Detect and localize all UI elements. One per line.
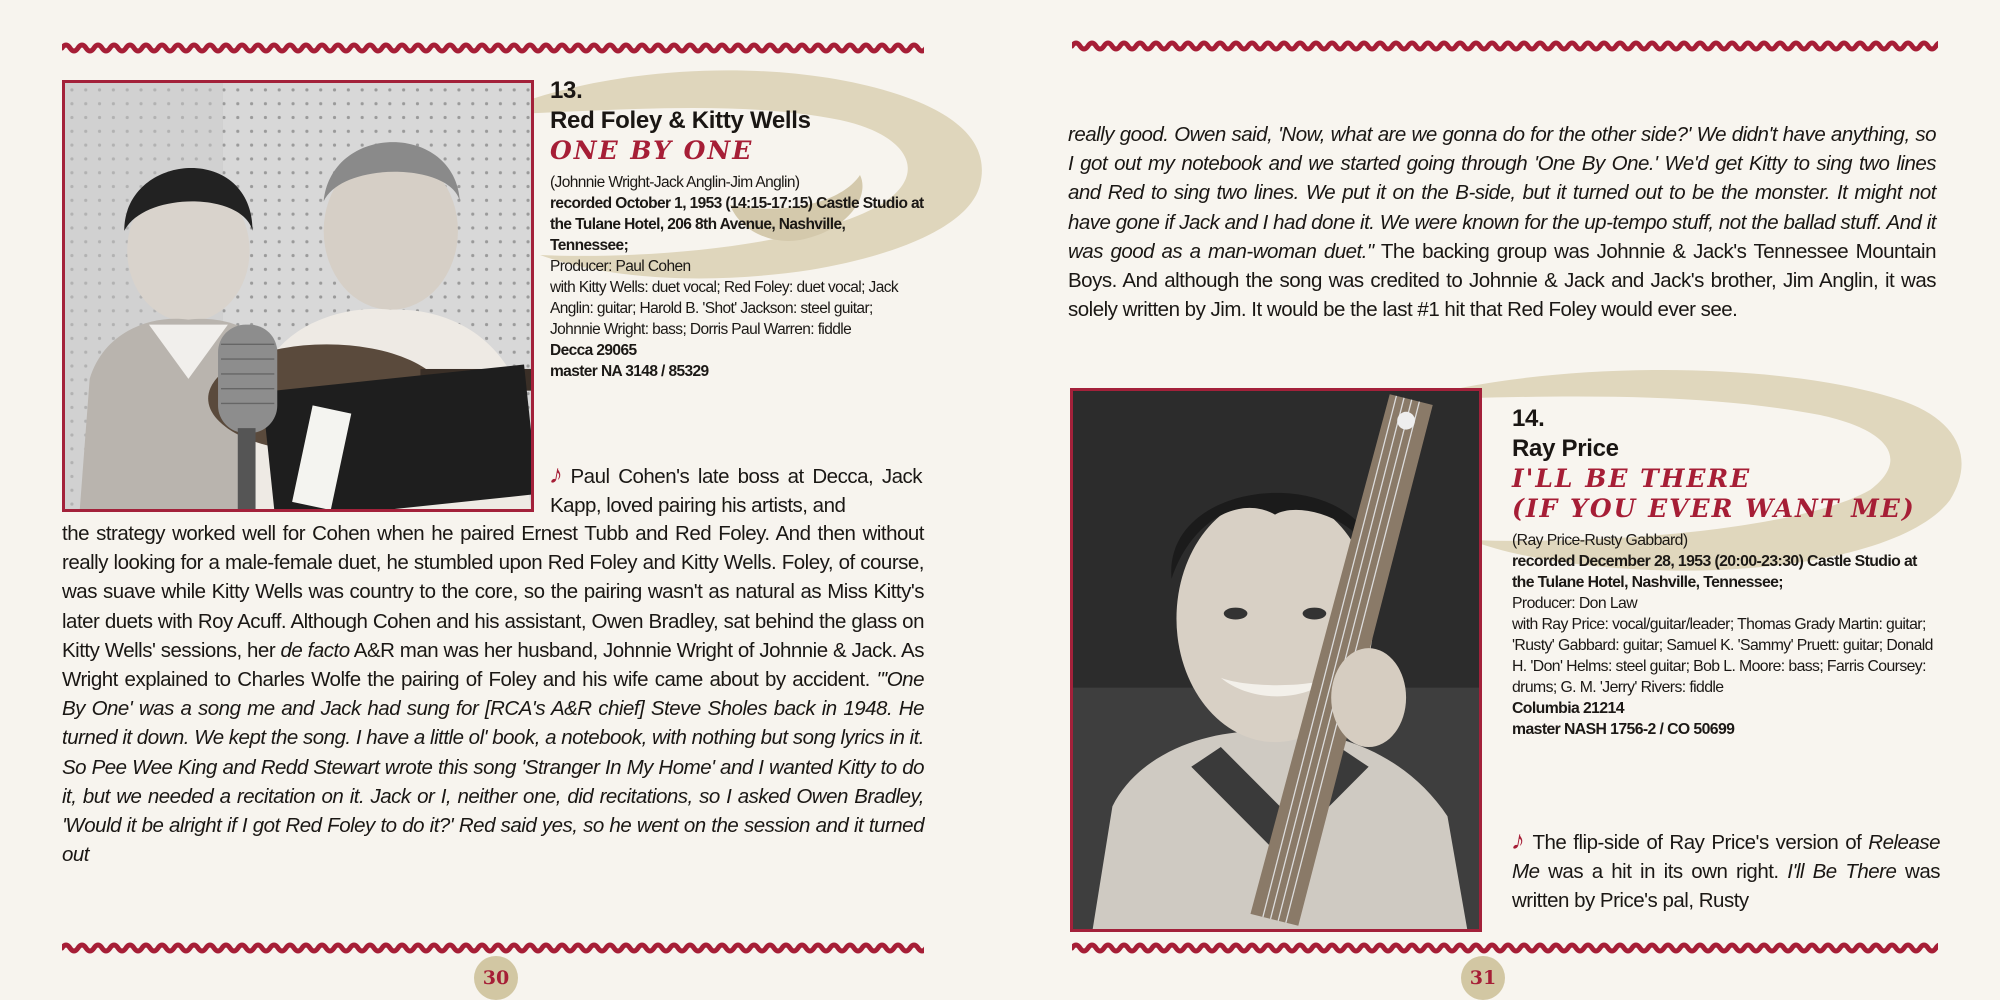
song-title-line2: (IF YOU EVER WANT ME) — [1512, 494, 1916, 523]
writers: (Johnnie Wright-Jack Anglin-Jim Anglin) — [550, 174, 800, 191]
body-text-rest: The backing group was Johnnie & Jack's Tennessee Mountain Boys. And although the song was credited to Johnnie & Jack and Jack's brother, Jim Anglin, it was solely written by Jim. It would be the last #1 hit that Red Foley would ever see. — [1068, 239, 1936, 322]
body-text-b: was a hit in its own right. — [1539, 860, 1788, 884]
producer: Producer: Don Law — [1512, 595, 1638, 612]
recording-info: recorded December 28, 1953 (20:00-23:30) Castle Studio at the Tulane Hotel, Nashville, Tennessee; — [1512, 553, 1917, 591]
body-intro-lines: Paul Cohen's late boss at Decca, Jack Kapp, loved pairing his artists, and — [550, 465, 922, 518]
master-number: master NA 3148 / 85329 — [550, 363, 709, 380]
body-text-ray-price — [1509, 825, 1941, 916]
body-text-a: The flip-side of Ray Price's version of — [1532, 831, 1869, 854]
track-number: 13. — [550, 77, 583, 104]
top-wave-border — [1072, 38, 1938, 54]
personnel: with Ray Price: vocal/guitar/leader; Thomas Grady Martin: guitar; 'Rusty' Gabbard: guitar; Samuel K. 'Sammy' Pruett: guitar; Donald H. 'Don' Helms: steel guitar; Bob L. Moore: bass; Farris Coursey: drums; G. M. 'Jerry' Rivers: fiddle — [1512, 616, 1933, 696]
release-me-italic: Release Me — [1512, 831, 1940, 884]
track-14-header — [1512, 404, 1942, 740]
song-title-line1: I'LL BE THERE — [1512, 464, 1752, 493]
catalog-number: Columbia 21214 — [1512, 700, 1624, 717]
master-number: master NASH 1756-2 / CO 50699 — [1512, 721, 1735, 738]
catalog-number: Decca 29065 — [550, 342, 637, 359]
producer: Producer: Paul Cohen — [550, 258, 691, 275]
right-page — [1000, 0, 2000, 1000]
photo-ray-price — [1070, 388, 1482, 932]
body-text-main — [62, 519, 924, 869]
track-13-header — [550, 76, 925, 382]
writers: (Ray Price-Rusty Gabbard) — [1512, 532, 1688, 549]
personnel: with Kitty Wells: duet vocal; Red Foley: duet vocal; Jack Anglin: guitar; Harold B. 'Shot' Jackson: steel guitar; Johnnie Wright: bass; Dorris Paul Warren: fiddle — [550, 279, 899, 338]
wright-quote: "'One By One' was a song me and Jack had sung for [RCA's A&R chief] Steve Sholes back in 1948. He turned it down. We kept the song. I have a little ol' book, a notebook, with nothing but song lyrics in it. So Pee Wee King and Redd Stewart wrote this song 'Stranger In My Home' and I wanted Kitty to do it, but we needed a recitation on it. Jack or I, neither one, did recitations, so I asked Owen Bradley, 'Would it be alright if I got Red Foley to do it?' Red said yes, so he went on the session and it turned out — [62, 668, 924, 867]
body-text-continued: A&R man was her husband, Johnnie Wright of Johnnie & Jack. As Wright explained to Charles Wolfe the pairing of Foley and his wife came about by accident. — [62, 638, 924, 692]
de-facto-italic: de facto — [280, 638, 350, 662]
bottom-wave-border — [62, 940, 924, 956]
track-credits — [1512, 530, 1942, 740]
ill-be-there-italic: I'll Be There — [1787, 860, 1897, 884]
page-number: 30 — [474, 956, 518, 1000]
music-note-icon: ♪ — [1509, 825, 1528, 855]
artist-name: Red Foley & Kitty Wells — [550, 107, 811, 134]
body-text-continuation — [1068, 120, 1936, 324]
wright-quote-end: really good. Owen said, 'Now, what are we gonna do for the other side?' We didn't have anything, so I got out my notebook and we started going through 'One By One.' We'd get Kitty to sing two lines and Red to sing two lines. We put it on the B-side, but it turned out to be the monster. It might not have gone if Jack and I had done it. We were known for the up-tempo stuff, not the ballad stuff. And it was good as a man-woman duet." — [1068, 123, 1936, 263]
track-credits — [550, 172, 925, 382]
photo-red-foley-kitty-wells — [62, 80, 534, 512]
bottom-wave-border — [1072, 940, 1938, 956]
top-wave-border — [62, 40, 924, 56]
artist-name: Ray Price — [1512, 435, 1619, 462]
page-number: 31 — [1461, 956, 1505, 1000]
body-main-text: the strategy worked well for Cohen when he paired Ernest Tubb and Red Foley. And then without really looking for a male-female duet, he stumbled upon Red Foley and Kitty Wells. Foley, of course, was suave while Kitty Wells was country to the core, so the pairing wasn't as natural as Miss Kitty's later duets with Roy Acuff. Although Cohen and his assistant, Owen Bradley, sat behind the glass on Kitty Wells' sessions, her — [62, 522, 924, 662]
song-title: ONE BY ONE — [550, 136, 754, 165]
body-text-c: was written by Price's pal, Rusty — [1512, 860, 1941, 913]
track-number: 14. — [1512, 405, 1545, 432]
body-text-intro — [547, 459, 922, 520]
recording-info: recorded October 1, 1953 (14:15-17:15) Castle Studio at the Tulane Hotel, 206 8th Avenue, Nashville, Tennessee; — [550, 195, 924, 254]
music-note-icon: ♪ — [547, 459, 566, 489]
